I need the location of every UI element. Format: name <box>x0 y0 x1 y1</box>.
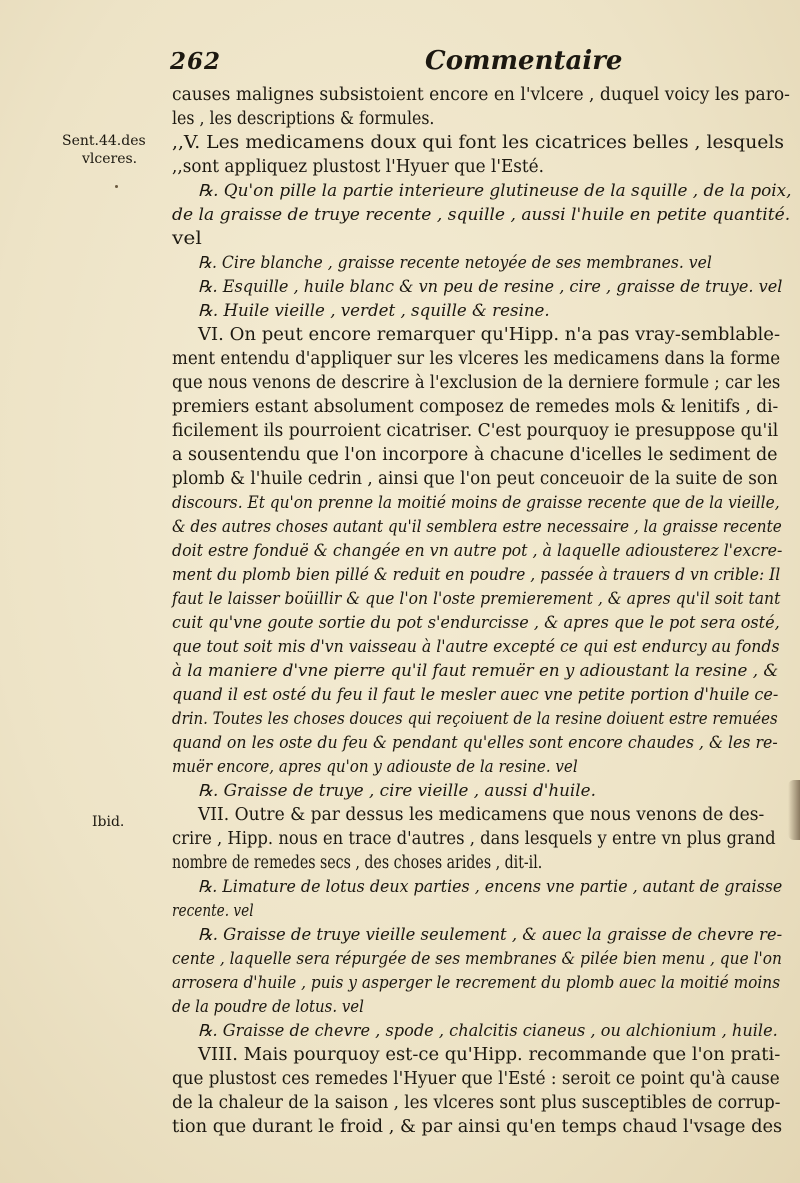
margin-note-ibid: Ibid. <box>92 814 125 830</box>
page-header <box>170 46 623 82</box>
text-line: causes malignes subsistoient encore en l'vlcere , duquel voicy les paro- <box>172 85 790 105</box>
text-line: de la chaleur de la saison , les vlceres sont plus susceptibles de corrup- <box>172 1093 781 1113</box>
running-title: Commentaire <box>425 46 623 76</box>
text-line-recipe: ℞. Esquille , huile blanc & vn peu de resine , cire , graisse de truye. vel <box>198 277 783 296</box>
text-line-recipe: ℞. Cire blanche , graisse recente netoyée de ses membranes. vel <box>198 253 712 272</box>
text-line: que nous venons de descrire à l'exclusion de la derniere formule ; car les <box>172 373 781 393</box>
text-line: premiers estant absolument composez de remedes mols & lenitifs , di- <box>172 397 779 417</box>
text-line: que tout soit mis d'vn vaisseau à l'autre excepté ce qui est endurcy au fonds <box>172 637 780 656</box>
text-line: arrosera d'huile , puis y asperger le recrement du plomb auec la moitié moins <box>172 973 781 992</box>
text-line: a sousentendu que l'on incorpore à chacune d'icelles le sediment de <box>172 445 778 465</box>
text-line: ficilement ils pourroient cicatriser. C'est pourquoy ie presuppose qu'il <box>172 421 779 441</box>
text-line: plomb & l'huile cedrin , ainsi que l'on peut conceuoir de la suite de son <box>172 469 778 489</box>
text-line: les , les descriptions & formules. <box>172 109 435 129</box>
text-line: ,,sont appliquez plustost l'Hyuer que l'Esté. <box>172 157 544 177</box>
text-line: drin. Toutes les choses douces qui reçoiuent de la resine doiuent estre remuées <box>172 709 778 728</box>
text-line: muër encore, apres qu'on y adiouste de la resine. vel <box>172 757 578 776</box>
text-line: VIII. Mais pourquoy est-ce qu'Hipp. recommande que l'on prati- <box>198 1045 781 1065</box>
page-fold-shadow <box>788 780 800 840</box>
ink-speck <box>115 185 118 188</box>
text-line: cuit qu'vne goute sortie du pot s'endurcisse , & apres que le pot sera osté, <box>172 613 780 632</box>
text-line: crire , Hipp. nous en trace d'autres , dans lesquels y entre vn plus grand <box>172 829 776 849</box>
text-line: & des autres choses autant qu'il semblera estre necessaire , la graisse recente <box>172 517 782 536</box>
text-line: que plustost ces remedes l'Hyuer que l'Esté : seroit ce point qu'à cause <box>172 1069 780 1089</box>
text-line: à la maniere d'vne pierre qu'il faut remuër en y adioustant la resine , & <box>172 661 779 680</box>
text-line: quand on les oste du feu & pendant qu'elles sont encore chaudes , & les re- <box>172 733 778 752</box>
text-line: de la graisse de truye recente , squille , aussi l'huile en petite quantité. <box>172 205 791 224</box>
page-number: 262 <box>170 48 222 75</box>
text-line-recipe: ℞. Graisse de truye vieille seulement , & auec la graisse de chevre re- <box>198 925 783 944</box>
text-line-recipe: ℞. Limature de lotus deux parties , encens vne partie , autant de graisse <box>198 877 783 896</box>
margin-note-ulcers: vlceres. <box>82 151 138 167</box>
text-line: vel <box>172 229 202 249</box>
text-line: VII. Outre & par dessus les medicamens que nous venons de des- <box>198 805 765 825</box>
text-line: cente , laquelle sera répurgée de ses membranes & pilée bien menu , que l'on <box>172 949 782 968</box>
text-line: faut le laisser boüillir & que l'on l'oste premierement , & apres qu'il soit tant <box>172 589 781 608</box>
text-line-recipe: ℞. Graisse de truye , cire vieille , aussi d'huile. <box>198 781 596 800</box>
text-line: discours. Et qu'on prenne la moitié moins de graisse recente que de la vieille, <box>172 493 780 512</box>
text-line: ,,V. Les medicamens doux qui font les cicatrices belles , lesquels <box>172 133 784 153</box>
text-line: VI. On peut encore remarquer qu'Hipp. n'a pas vray-semblable- <box>198 325 781 345</box>
text-line: recente. vel <box>172 901 254 920</box>
text-line: ment du plomb bien pillé & reduit en poudre , passée à trauers d vn crible: Il <box>172 565 781 584</box>
text-line: de la poudre de lotus. vel <box>172 997 364 1016</box>
text-line: ment entendu d'appliquer sur les vlceres les medicamens dans la forme <box>172 349 781 369</box>
text-line: tion que durant le froid , & par ainsi qu'en temps chaud l'vsage des <box>172 1117 783 1137</box>
text-line: doit estre fonduë & changée en vn autre pot , à laquelle adiousterez l'excre- <box>172 541 783 560</box>
text-line-recipe: ℞. Qu'on pille la partie interieure glutineuse de la squille , de la poix, <box>198 181 792 200</box>
text-line: nombre de remedes secs , des choses arides , dit-il. <box>172 853 543 873</box>
text-line-recipe: ℞. Graisse de chevre , spode , chalcitis cianeus , ou alchionium , huile. <box>198 1021 778 1040</box>
text-line: quand il est osté du feu il faut le mesler auec vne petite portion d'huile ce- <box>172 685 779 704</box>
text-line-recipe: ℞. Huile vieille , verdet , squille & resine. <box>198 301 550 320</box>
margin-note-sentence: Sent.44.des <box>62 133 146 149</box>
